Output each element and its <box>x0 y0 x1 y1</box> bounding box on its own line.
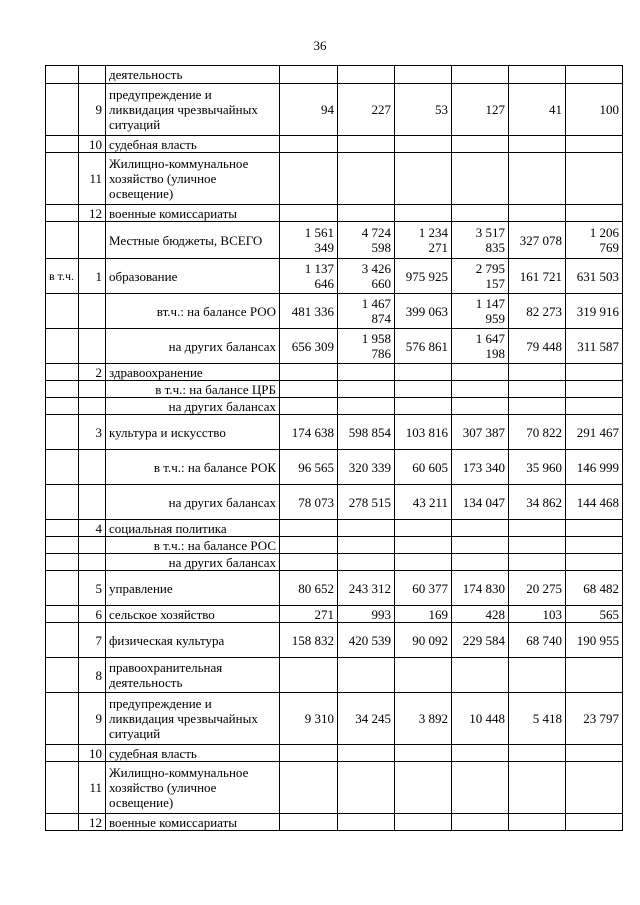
row-name: Жилищно-коммунальное хозяйство (уличное освещение) <box>106 153 280 205</box>
row-prefix <box>46 84 79 136</box>
value-cell-1: 9 310 <box>280 693 338 745</box>
value-cell-5: 327 078 <box>509 222 566 259</box>
value-cell-4 <box>452 762 509 814</box>
value-cell-6: 146 999 <box>566 450 623 485</box>
value-cell-6: 144 468 <box>566 485 623 520</box>
value-cell-4 <box>452 364 509 381</box>
value-cell-4: 127 <box>452 84 509 136</box>
table-row <box>46 66 623 84</box>
row-number: 10 <box>79 745 106 762</box>
value-cell-1 <box>280 364 338 381</box>
row-number <box>79 222 106 259</box>
value-cell-1 <box>280 814 338 831</box>
row-number: 2 <box>79 364 106 381</box>
table-row <box>46 84 623 136</box>
row-prefix <box>46 623 79 658</box>
value-cell-4: 1 147 959 <box>452 294 509 329</box>
row-name: на других балансах <box>106 554 280 571</box>
value-cell-5 <box>509 537 566 554</box>
row-number: 3 <box>79 415 106 450</box>
row-prefix <box>46 520 79 537</box>
table-row <box>46 745 623 762</box>
row-number: 7 <box>79 623 106 658</box>
row-prefix <box>46 814 79 831</box>
value-cell-1 <box>280 66 338 84</box>
table-row <box>46 762 623 814</box>
value-cell-1 <box>280 745 338 762</box>
value-cell-6 <box>566 520 623 537</box>
value-cell-4 <box>452 381 509 398</box>
value-cell-4: 173 340 <box>452 450 509 485</box>
row-prefix <box>46 485 79 520</box>
value-cell-4 <box>452 745 509 762</box>
row-name: образование <box>106 259 280 294</box>
table-row <box>46 415 623 450</box>
value-cell-2 <box>338 398 395 415</box>
row-number: 9 <box>79 84 106 136</box>
row-number: 11 <box>79 762 106 814</box>
value-cell-4: 2 795 157 <box>452 259 509 294</box>
value-cell-1 <box>280 762 338 814</box>
value-cell-3: 53 <box>395 84 452 136</box>
value-cell-6: 291 467 <box>566 415 623 450</box>
value-cell-6: 319 916 <box>566 294 623 329</box>
value-cell-5: 20 275 <box>509 571 566 606</box>
value-cell-6 <box>566 381 623 398</box>
value-cell-1: 271 <box>280 606 338 623</box>
value-cell-6: 631 503 <box>566 259 623 294</box>
value-cell-1: 1 137 646 <box>280 259 338 294</box>
value-cell-5 <box>509 762 566 814</box>
value-cell-5: 161 721 <box>509 259 566 294</box>
value-cell-6 <box>566 537 623 554</box>
value-cell-6 <box>566 66 623 84</box>
value-cell-3: 90 092 <box>395 623 452 658</box>
value-cell-2 <box>338 153 395 205</box>
value-cell-3 <box>395 537 452 554</box>
table-row <box>46 136 623 153</box>
value-cell-5 <box>509 153 566 205</box>
value-cell-3 <box>395 554 452 571</box>
value-cell-6: 190 955 <box>566 623 623 658</box>
value-cell-2 <box>338 364 395 381</box>
value-cell-5: 68 740 <box>509 623 566 658</box>
row-name: культура и искусство <box>106 415 280 450</box>
value-cell-3 <box>395 814 452 831</box>
row-number <box>79 329 106 364</box>
value-cell-5: 70 822 <box>509 415 566 450</box>
table-row <box>46 153 623 205</box>
value-cell-1: 158 832 <box>280 623 338 658</box>
row-name: военные комиссариаты <box>106 814 280 831</box>
value-cell-5 <box>509 554 566 571</box>
row-number: 10 <box>79 136 106 153</box>
row-prefix <box>46 762 79 814</box>
row-number: 6 <box>79 606 106 623</box>
row-prefix <box>46 554 79 571</box>
value-cell-1 <box>280 153 338 205</box>
value-cell-6 <box>566 658 623 693</box>
value-cell-3 <box>395 762 452 814</box>
value-cell-2: 1 958 786 <box>338 329 395 364</box>
table-row <box>46 381 623 398</box>
value-cell-6 <box>566 205 623 222</box>
value-cell-6: 1 206 769 <box>566 222 623 259</box>
value-cell-1: 78 073 <box>280 485 338 520</box>
row-prefix <box>46 606 79 623</box>
value-cell-2: 598 854 <box>338 415 395 450</box>
value-cell-3: 169 <box>395 606 452 623</box>
value-cell-5 <box>509 364 566 381</box>
row-prefix <box>46 450 79 485</box>
value-cell-6 <box>566 762 623 814</box>
row-number: 5 <box>79 571 106 606</box>
table-row <box>46 814 623 831</box>
value-cell-2: 1 467 874 <box>338 294 395 329</box>
value-cell-5 <box>509 745 566 762</box>
value-cell-4 <box>452 205 509 222</box>
value-cell-5 <box>509 520 566 537</box>
value-cell-1 <box>280 537 338 554</box>
row-number <box>79 537 106 554</box>
value-cell-4 <box>452 520 509 537</box>
row-prefix <box>46 658 79 693</box>
value-cell-4: 134 047 <box>452 485 509 520</box>
value-cell-6: 23 797 <box>566 693 623 745</box>
value-cell-2: 227 <box>338 84 395 136</box>
value-cell-6 <box>566 398 623 415</box>
value-cell-6: 68 482 <box>566 571 623 606</box>
row-prefix: в т.ч. <box>46 259 79 294</box>
row-number: 9 <box>79 693 106 745</box>
row-prefix <box>46 205 79 222</box>
value-cell-4 <box>452 136 509 153</box>
row-prefix <box>46 294 79 329</box>
value-cell-2: 4 724 598 <box>338 222 395 259</box>
value-cell-3 <box>395 745 452 762</box>
row-prefix <box>46 415 79 450</box>
value-cell-5 <box>509 205 566 222</box>
value-cell-3 <box>395 381 452 398</box>
value-cell-2 <box>338 381 395 398</box>
value-cell-2 <box>338 658 395 693</box>
value-cell-6: 100 <box>566 84 623 136</box>
row-prefix <box>46 66 79 84</box>
table-row <box>46 485 623 520</box>
table-row <box>46 259 623 294</box>
value-cell-6 <box>566 364 623 381</box>
value-cell-3: 3 892 <box>395 693 452 745</box>
row-name: предупреждение и ликвидация чрезвычайных ситуаций <box>106 693 280 745</box>
row-name: на других балансах <box>106 485 280 520</box>
row-prefix <box>46 537 79 554</box>
row-name: судебная власть <box>106 136 280 153</box>
value-cell-6 <box>566 814 623 831</box>
table-row <box>46 222 623 259</box>
value-cell-1: 174 638 <box>280 415 338 450</box>
value-cell-5: 82 273 <box>509 294 566 329</box>
value-cell-1 <box>280 520 338 537</box>
row-name: управление <box>106 571 280 606</box>
row-number <box>79 66 106 84</box>
value-cell-4: 3 517 835 <box>452 222 509 259</box>
value-cell-4: 1 647 198 <box>452 329 509 364</box>
value-cell-5 <box>509 66 566 84</box>
value-cell-5: 103 <box>509 606 566 623</box>
row-name: в т.ч.: на балансе РОК <box>106 450 280 485</box>
value-cell-5 <box>509 381 566 398</box>
row-prefix <box>46 136 79 153</box>
row-number <box>79 398 106 415</box>
value-cell-5 <box>509 398 566 415</box>
table-row <box>46 554 623 571</box>
value-cell-4: 428 <box>452 606 509 623</box>
value-cell-6 <box>566 745 623 762</box>
row-number: 4 <box>79 520 106 537</box>
row-prefix <box>46 153 79 205</box>
value-cell-4 <box>452 554 509 571</box>
row-number: 12 <box>79 205 106 222</box>
value-cell-2: 420 539 <box>338 623 395 658</box>
row-name: на других балансах <box>106 398 280 415</box>
row-prefix <box>46 381 79 398</box>
table-row <box>46 658 623 693</box>
value-cell-5: 41 <box>509 84 566 136</box>
value-cell-4 <box>452 398 509 415</box>
value-cell-1: 94 <box>280 84 338 136</box>
value-cell-2 <box>338 814 395 831</box>
value-cell-4: 10 448 <box>452 693 509 745</box>
table-row <box>46 205 623 222</box>
row-number <box>79 294 106 329</box>
table-row <box>46 398 623 415</box>
row-name: деятельность <box>106 66 280 84</box>
row-name: сельское хозяйство <box>106 606 280 623</box>
value-cell-3 <box>395 66 452 84</box>
value-cell-3: 60 377 <box>395 571 452 606</box>
row-name: Местные бюджеты, ВСЕГО <box>106 222 280 259</box>
value-cell-4 <box>452 814 509 831</box>
value-cell-1: 96 565 <box>280 450 338 485</box>
value-cell-2: 34 245 <box>338 693 395 745</box>
row-prefix <box>46 693 79 745</box>
value-cell-5: 79 448 <box>509 329 566 364</box>
value-cell-2: 243 312 <box>338 571 395 606</box>
value-cell-4 <box>452 66 509 84</box>
value-cell-3 <box>395 136 452 153</box>
value-cell-5: 35 960 <box>509 450 566 485</box>
value-cell-3: 43 211 <box>395 485 452 520</box>
value-cell-4: 307 387 <box>452 415 509 450</box>
table-row <box>46 571 623 606</box>
row-number: 1 <box>79 259 106 294</box>
value-cell-3 <box>395 153 452 205</box>
row-prefix <box>46 329 79 364</box>
table-row <box>46 623 623 658</box>
value-cell-2: 993 <box>338 606 395 623</box>
row-name: в т.ч.: на балансе РОС <box>106 537 280 554</box>
row-name: предупреждение и ликвидация чрезвычайных ситуаций <box>106 84 280 136</box>
value-cell-6 <box>566 554 623 571</box>
value-cell-6 <box>566 153 623 205</box>
row-prefix <box>46 398 79 415</box>
value-cell-5: 5 418 <box>509 693 566 745</box>
row-number <box>79 450 106 485</box>
value-cell-3 <box>395 658 452 693</box>
row-number: 8 <box>79 658 106 693</box>
value-cell-1 <box>280 205 338 222</box>
row-prefix <box>46 571 79 606</box>
row-name: судебная власть <box>106 745 280 762</box>
value-cell-2 <box>338 762 395 814</box>
value-cell-5 <box>509 814 566 831</box>
row-number: 11 <box>79 153 106 205</box>
value-cell-1: 1 561 349 <box>280 222 338 259</box>
value-cell-3: 60 605 <box>395 450 452 485</box>
row-number <box>79 485 106 520</box>
page-number: 36 <box>313 38 327 53</box>
budget-table <box>45 65 623 831</box>
value-cell-4: 229 584 <box>452 623 509 658</box>
value-cell-2 <box>338 136 395 153</box>
row-prefix <box>46 364 79 381</box>
table-row <box>46 450 623 485</box>
value-cell-5 <box>509 658 566 693</box>
row-prefix <box>46 222 79 259</box>
row-name: военные комиссариаты <box>106 205 280 222</box>
value-cell-3 <box>395 205 452 222</box>
value-cell-1: 80 652 <box>280 571 338 606</box>
value-cell-1: 481 336 <box>280 294 338 329</box>
value-cell-2 <box>338 66 395 84</box>
value-cell-2 <box>338 537 395 554</box>
value-cell-2 <box>338 745 395 762</box>
row-name: здравоохранение <box>106 364 280 381</box>
row-name: в т.ч.: на балансе ЦРБ <box>106 381 280 398</box>
table-row <box>46 606 623 623</box>
value-cell-3: 103 816 <box>395 415 452 450</box>
row-number: 12 <box>79 814 106 831</box>
row-number <box>79 554 106 571</box>
value-cell-2 <box>338 205 395 222</box>
row-name: вт.ч.: на балансе РОО <box>106 294 280 329</box>
table-row <box>46 294 623 329</box>
value-cell-4 <box>452 153 509 205</box>
row-name: правоохранительная деятельность <box>106 658 280 693</box>
value-cell-1 <box>280 398 338 415</box>
value-cell-4 <box>452 537 509 554</box>
value-cell-1 <box>280 381 338 398</box>
table-row <box>46 364 623 381</box>
value-cell-2: 278 515 <box>338 485 395 520</box>
value-cell-3 <box>395 398 452 415</box>
table-row <box>46 520 623 537</box>
value-cell-6 <box>566 136 623 153</box>
value-cell-1: 656 309 <box>280 329 338 364</box>
value-cell-3: 1 234 271 <box>395 222 452 259</box>
row-number <box>79 381 106 398</box>
value-cell-5: 34 862 <box>509 485 566 520</box>
value-cell-4 <box>452 658 509 693</box>
value-cell-5 <box>509 136 566 153</box>
table-row <box>46 329 623 364</box>
value-cell-2 <box>338 520 395 537</box>
value-cell-6: 311 587 <box>566 329 623 364</box>
row-prefix <box>46 745 79 762</box>
table-body <box>46 66 623 831</box>
value-cell-3: 975 925 <box>395 259 452 294</box>
value-cell-2: 3 426 660 <box>338 259 395 294</box>
value-cell-6: 565 <box>566 606 623 623</box>
row-name: на других балансах <box>106 329 280 364</box>
table-row <box>46 537 623 554</box>
value-cell-3: 576 861 <box>395 329 452 364</box>
value-cell-3 <box>395 520 452 537</box>
row-name: Жилищно-коммунальное хозяйство (уличное освещение) <box>106 762 280 814</box>
value-cell-2 <box>338 554 395 571</box>
table-row <box>46 693 623 745</box>
row-name: физическая культура <box>106 623 280 658</box>
value-cell-4: 174 830 <box>452 571 509 606</box>
value-cell-3: 399 063 <box>395 294 452 329</box>
value-cell-1 <box>280 554 338 571</box>
row-name: социальная политика <box>106 520 280 537</box>
value-cell-2: 320 339 <box>338 450 395 485</box>
value-cell-3 <box>395 364 452 381</box>
value-cell-1 <box>280 658 338 693</box>
value-cell-1 <box>280 136 338 153</box>
